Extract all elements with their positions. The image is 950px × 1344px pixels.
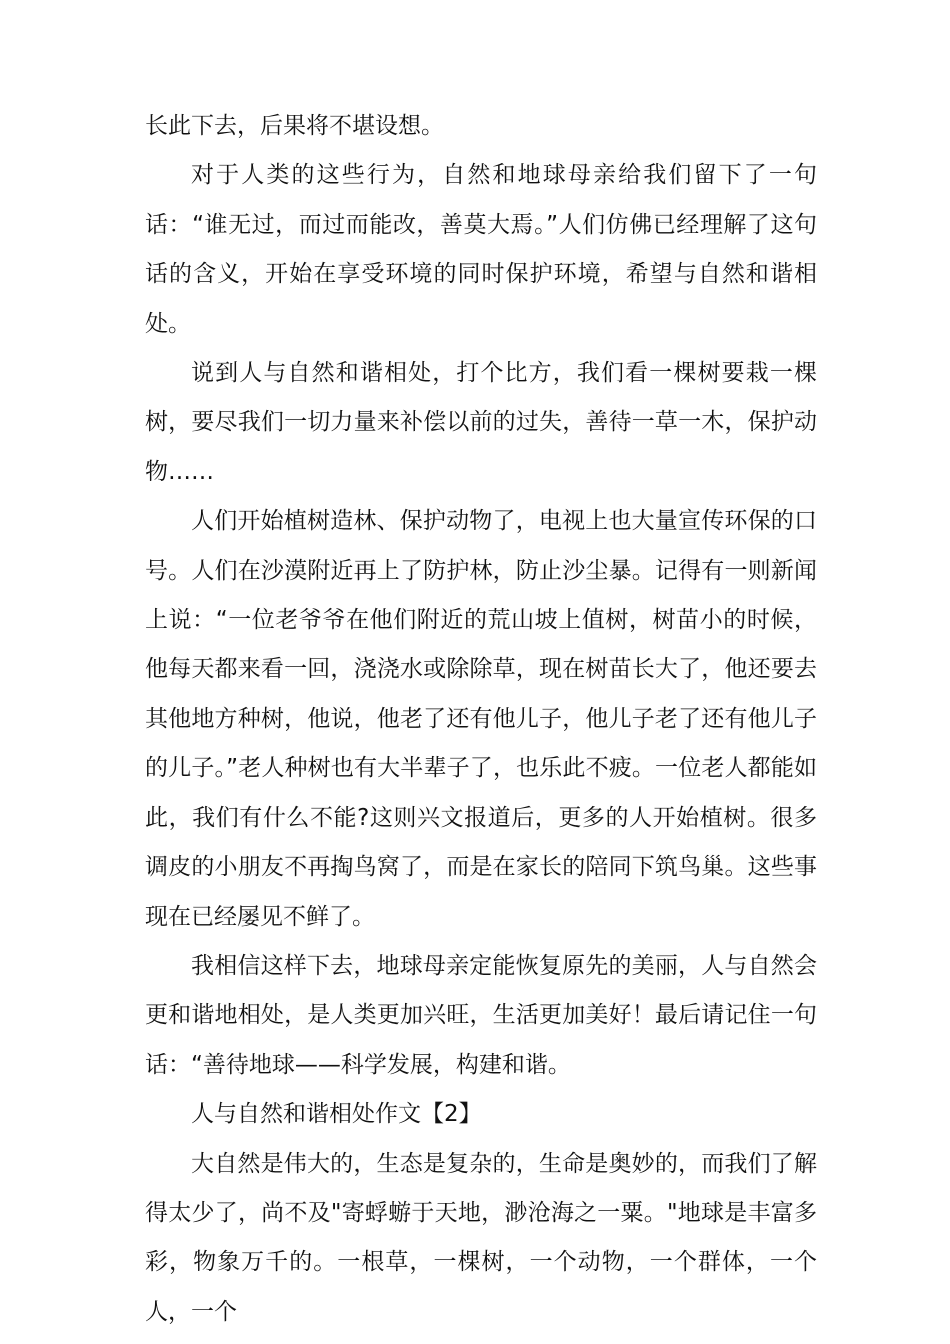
paragraph-4: 人们开始植树造林、保护动物了，电视上也大量宣传环保的口号。人们在沙漠附近再上了防护林，防止沙尘暴。记得有一则新闻上说：“一位老爷爷在他们附近的荒山坡上值树，树苗小的时候，他每天都来看一回，浇浇水或除除草，现在树苗长大了，他还要去其他地方种树，他说，他老了还有他儿子，他儿子老了还有他儿子的儿子。”老人种树也有大半辈子了，也乐此不疲。一位老人都能如此，我们有什么不能?这则兴文报道后，更多的人开始植树。很多调皮的小朋友不再掏鸟窝了，而是在家长的陪同下筑鸟巢。这些事现在已经屡见不鲜了。 — [145, 508, 817, 930]
document-body — [145, 102, 817, 1337]
paragraph-6: 大自然是伟大的，生态是复杂的，生命是奥妙的，而我们了解得太少了，尚不及"寄蜉蝣于天地，渺沧海之一粟。"地球是丰富多彩，物象万千的。一根草，一棵树，一个动物，一个群体，一个人，一个 — [145, 1150, 817, 1325]
section-heading: 人与自然和谐相处作文【2】 — [191, 1101, 482, 1128]
paragraph-5: 我相信这样下去，地球母亲定能恢复原先的美丽，人与自然会更和谐地相处，是人类更加兴旺，生活更加美好！最后请记住一句话：“善待地球——科学发展，构建和谐。 — [145, 952, 817, 1078]
paragraph-3: 说到人与自然和谐相处，打个比方，我们看一棵树要栽一棵树，要尽我们一切力量来补偿以前的过失，善待一草一木，保护动物…… — [145, 360, 817, 485]
paragraph-2: 对于人类的这些行为，自然和地球母亲给我们留下了一句话：“谁无过，而过而能改，善莫大焉。”人们仿佛已经理解了这句话的含义，开始在享受环境的同时保护环境，希望与自然和谐相处。 — [145, 162, 817, 337]
paragraph-1: 长此下去，后果将不堪设想。 — [145, 113, 444, 139]
